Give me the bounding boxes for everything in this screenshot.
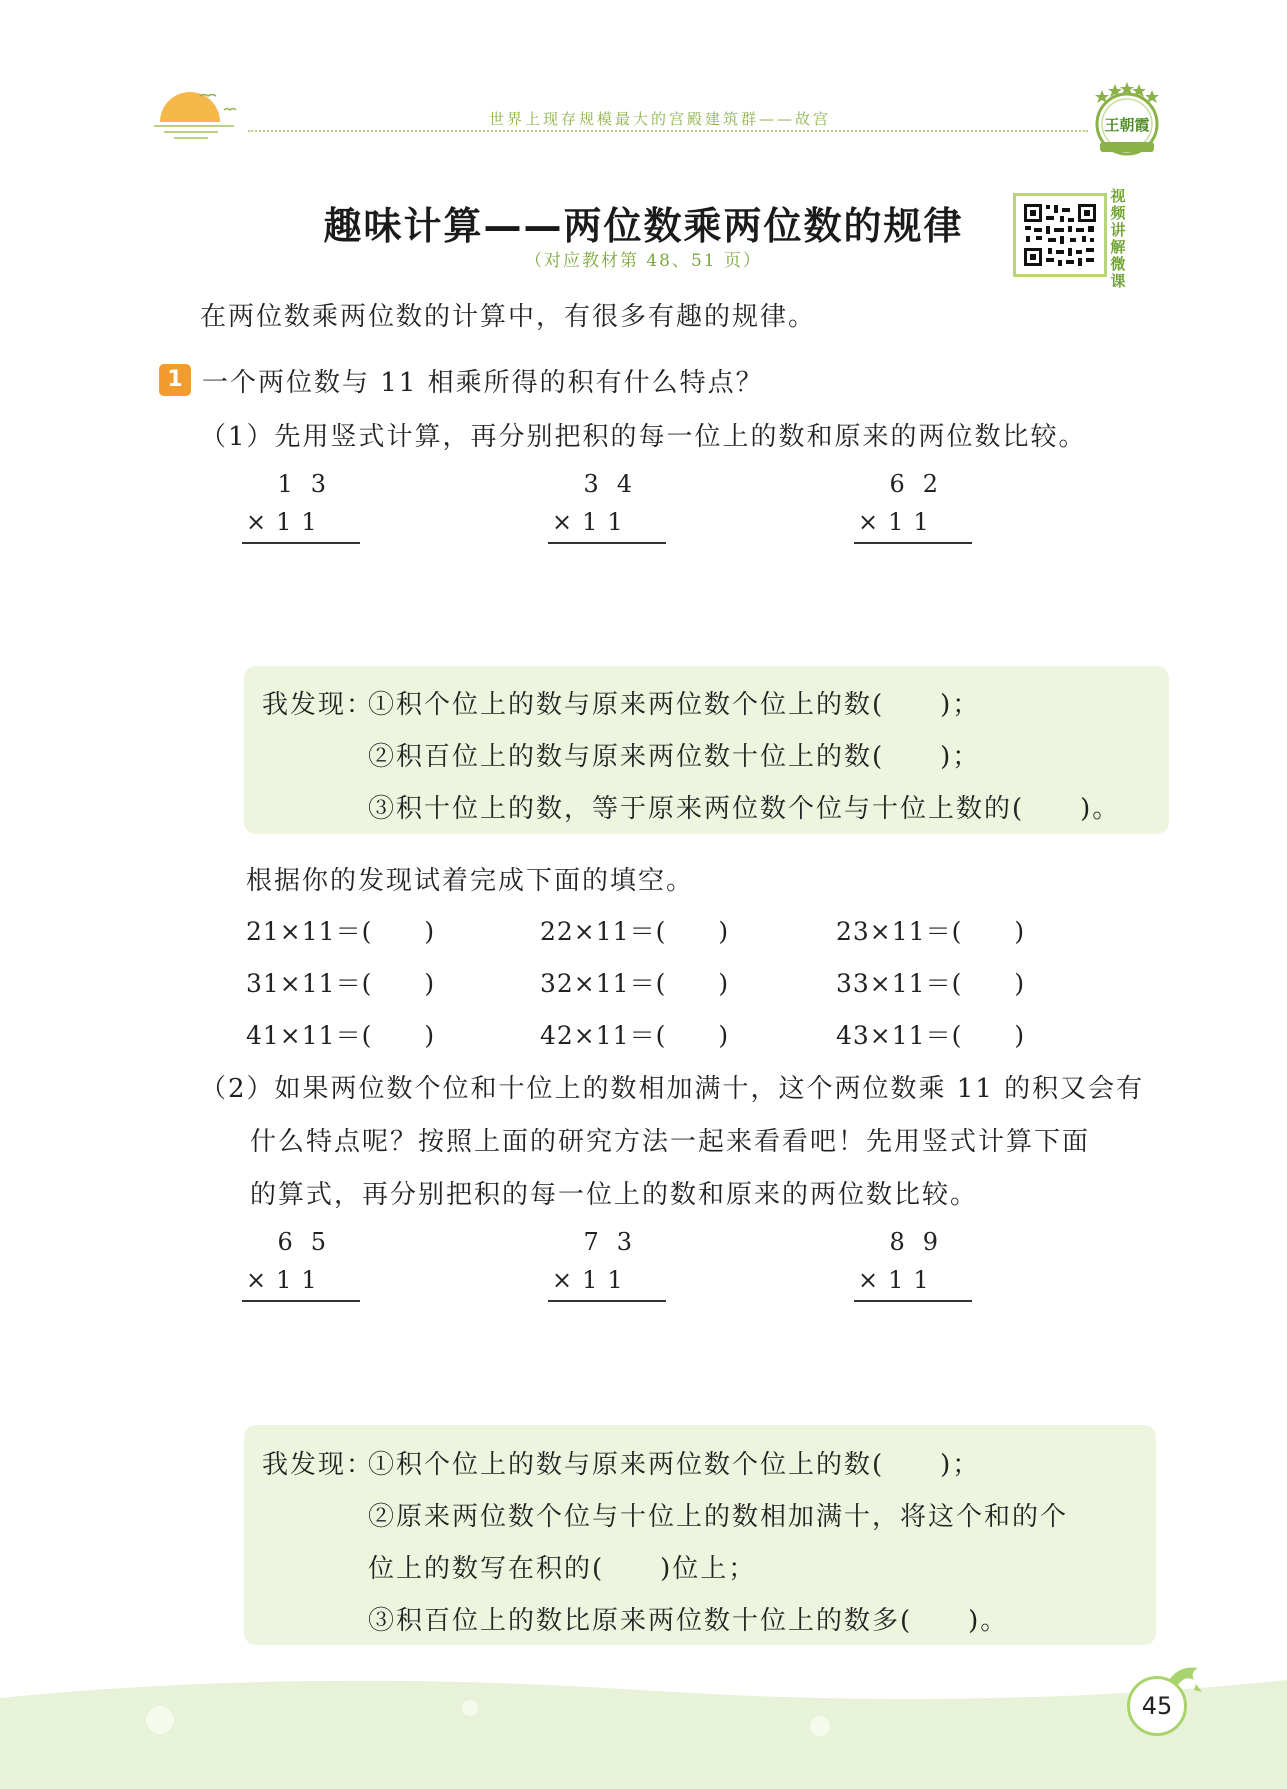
intro-text: 在两位数乘两位数的计算中，有很多有趣的规律。 [200,302,817,332]
equation: 32×11＝( ) [540,969,730,998]
vertical-multiplication-6: 89 ×11 [854,1228,974,1298]
discovery2-item-1: ①积个位上的数与原来两位数个位上的数( )； [368,1450,981,1480]
vertical-multiplication-4: 65 ×11 [242,1228,362,1298]
discovery2-item-2-cont: 位上的数写在积的( )位上； [368,1554,757,1584]
footer-hills-decoration [0,1668,1287,1789]
question-number-badge: 1 [159,364,191,396]
discovery2-lead: 我发现： [262,1450,375,1480]
sunset-icon [154,92,242,142]
equation: 41×11＝( ) [246,1021,436,1050]
discovery2-item-2: ②原来两位数个位与十位上的数相加满十，将这个和的个 [368,1502,1069,1532]
page-number: 45 [1127,1676,1187,1736]
vertical-multiplication-2: 34 ×11 [548,470,668,540]
part1-instruction: （1）先用竖式计算，再分别把积的每一位上的数和原来的两位数比较。 [200,422,1087,452]
equation: 22×11＝( ) [540,917,730,946]
vertical-multiplication-1: 13 ×11 [242,470,362,540]
part2-line-1: （2）如果两位数个位和十位上的数相加满十，这个两位数乘 11 的积又会有 [200,1074,1145,1104]
qr-label: 视频讲解微课 [1110,187,1126,290]
lesson-title: 趣味计算——两位数乘两位数的规律 [323,204,964,248]
equation: 31×11＝( ) [246,969,436,998]
qr-code-icon [1022,202,1098,268]
brand-badge-logo [1088,80,1166,162]
fill-prompt: 根据你的发现试着完成下面的填空。 [246,866,695,896]
lesson-subtitle: （对应教材第 48、51 页） [524,251,763,271]
discovery1-item-2: ②积百位上的数与原来两位数十位上的数( )； [368,742,981,772]
equation: 23×11＝( ) [836,917,1026,946]
discovery1-lead: 我发现： [262,690,375,720]
question-text: 一个两位数与 11 相乘所得的积有什么特点？ [202,368,764,398]
discovery1-item-1: ①积个位上的数与原来两位数个位上的数( )； [368,690,981,720]
qr-code[interactable] [1013,193,1107,277]
discovery1-item-3: ③积十位上的数，等于原来两位数个位与十位上数的( )。 [368,794,1121,824]
part2-line-3: 的算式，再分别把积的每一位上的数和原来的两位数比较。 [250,1180,979,1210]
equation: 33×11＝( ) [836,969,1026,998]
equation: 21×11＝( ) [246,917,436,946]
vertical-multiplication-5: 73 ×11 [548,1228,668,1298]
running-title: 世界上现存规模最大的宫殿建筑群——故宫 [488,110,831,128]
svg-text:王朝霞: 王朝霞 [1104,116,1150,134]
discovery2-item-3: ③积百位上的数比原来两位数十位上的数多( )。 [368,1606,1009,1636]
vertical-multiplication-3: 62 ×11 [854,470,974,540]
header-divider [248,130,1088,132]
equation: 42×11＝( ) [540,1021,730,1050]
equation: 43×11＝( ) [836,1021,1026,1050]
part2-line-2: 什么特点呢？按照上面的研究方法一起来看看吧！先用竖式计算下面 [250,1127,1091,1157]
